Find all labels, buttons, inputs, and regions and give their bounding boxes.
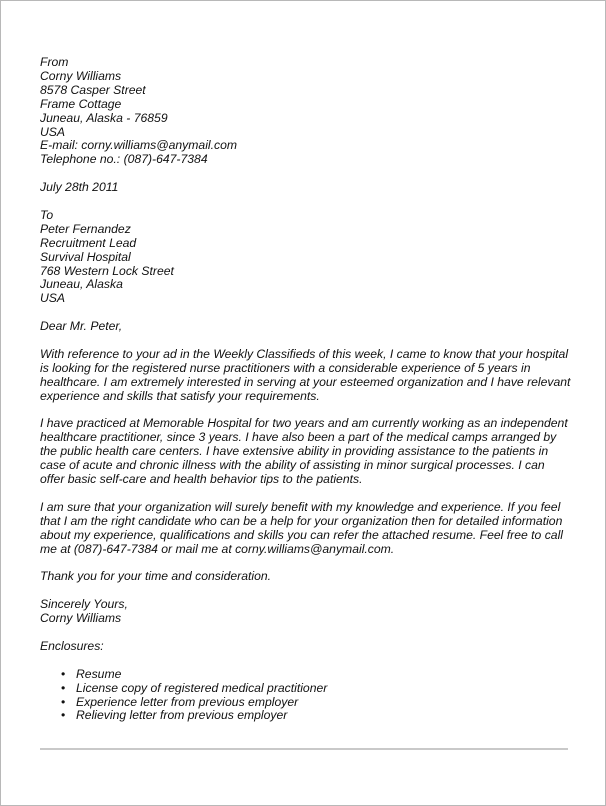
enclosures-heading: Enclosures:	[40, 638, 104, 653]
sender-heading: From	[40, 55, 69, 69]
paragraph-line: Thank you for your time and consideration.	[40, 569, 272, 584]
recipient-organization: Survival Hospital	[40, 249, 131, 264]
enclosures-list	[40, 668, 570, 724]
list-item	[40, 696, 570, 710]
spacer	[40, 404, 570, 418]
bullet-icon: •	[61, 680, 66, 695]
letter-date: July 28th 2011	[40, 180, 119, 195]
list-item	[40, 709, 570, 723]
paragraph-line: experience and skills that satisfy your requirements.	[40, 388, 320, 403]
recipient-name: Peter Fernandez	[40, 221, 131, 236]
list-item	[40, 682, 570, 696]
cover-letter	[40, 56, 570, 723]
paragraph-line: me at (087)-647-7384 or mail me at corny.williams@anymail.com.	[40, 541, 395, 556]
paragraph-experience	[40, 417, 570, 487]
list-item	[40, 668, 570, 682]
spacer	[40, 654, 570, 668]
paragraph-line: is looking for the registered nurse practitioners with a considerable experience of 5 years in	[40, 360, 531, 375]
spacer	[40, 334, 570, 348]
paragraph-line: case of acute and chronic illness with the ability of assisting in minor surgical processes. I can	[40, 458, 545, 473]
paragraph-line: I have practiced at Memorable Hospital for two years and am currently working as an independent	[40, 416, 568, 431]
bottom-divider	[40, 748, 568, 750]
sender-name: Corny Williams	[40, 68, 122, 83]
bullet-icon: •	[61, 666, 66, 681]
salutation: Dear Mr. Peter,	[40, 319, 123, 334]
sender-city: Juneau, Alaska - 76859	[40, 110, 168, 125]
recipient-country: USA	[40, 291, 66, 306]
bullet-icon: •	[61, 708, 66, 723]
paragraph-line: I am sure that your organization will surely benefit with my knowledge and experience. If you feel	[40, 499, 561, 514]
sender-email: E-mail: corny.williams@anymail.com	[40, 138, 238, 153]
recipient-city: Juneau, Alaska	[40, 277, 123, 292]
paragraph-intro	[40, 348, 570, 404]
paragraph-line: offer basic self-care and health behavior tips to the patients.	[40, 472, 363, 487]
enclosure-label: Resume	[76, 666, 122, 681]
recipient-heading: To	[40, 207, 54, 222]
paragraph-line: With reference to your ad in the Weekly Classifieds of this week, I came to know that your hospital	[40, 346, 569, 361]
recipient-block	[40, 209, 570, 306]
paragraph-contact	[40, 501, 570, 557]
recipient-street: 768 Western Lock Street	[40, 263, 174, 278]
paragraph-line: healthcare practitioner, since 3 years. I have also been a part of the medical camps arranged by	[40, 430, 557, 445]
sender-house: Frame Cottage	[40, 96, 122, 111]
closing-phrase: Sincerely Yours,	[40, 597, 128, 612]
enclosure-label: License copy of registered medical practitioner	[76, 680, 328, 695]
spacer	[40, 584, 570, 598]
sender-street: 8578 Casper Street	[40, 82, 146, 97]
sender-country: USA	[40, 124, 66, 139]
closing-name: Corny Williams	[40, 611, 122, 626]
paragraph-line: the public health care centers. I have extensive ability in providing assistance to the patients in	[40, 444, 549, 459]
paragraph-line: healthcare. I am extremely interested in serving at your esteemed organization and I have relevant	[40, 374, 571, 389]
spacer	[40, 167, 570, 181]
enclosure-label: Relieving letter from previous employer	[76, 708, 288, 723]
spacer	[40, 626, 570, 640]
paragraph-line: about my experience, qualifications and skills you can refer the attached resume. Feel free to call	[40, 527, 563, 542]
sender-block	[40, 56, 570, 167]
closing-block	[40, 598, 570, 626]
paragraph-line: that I am the right candidate who can be a help for your organization then for detailed information	[40, 513, 563, 528]
bullet-icon: •	[61, 694, 66, 709]
spacer	[40, 195, 570, 209]
recipient-title: Recruitment Lead	[40, 235, 137, 250]
spacer	[40, 557, 570, 571]
spacer	[40, 306, 570, 320]
sender-telephone: Telephone no.: (087)-647-7384	[40, 152, 208, 167]
enclosure-label: Experience letter from previous employer	[76, 694, 299, 709]
spacer	[40, 487, 570, 501]
paragraph-thanks	[40, 570, 570, 584]
